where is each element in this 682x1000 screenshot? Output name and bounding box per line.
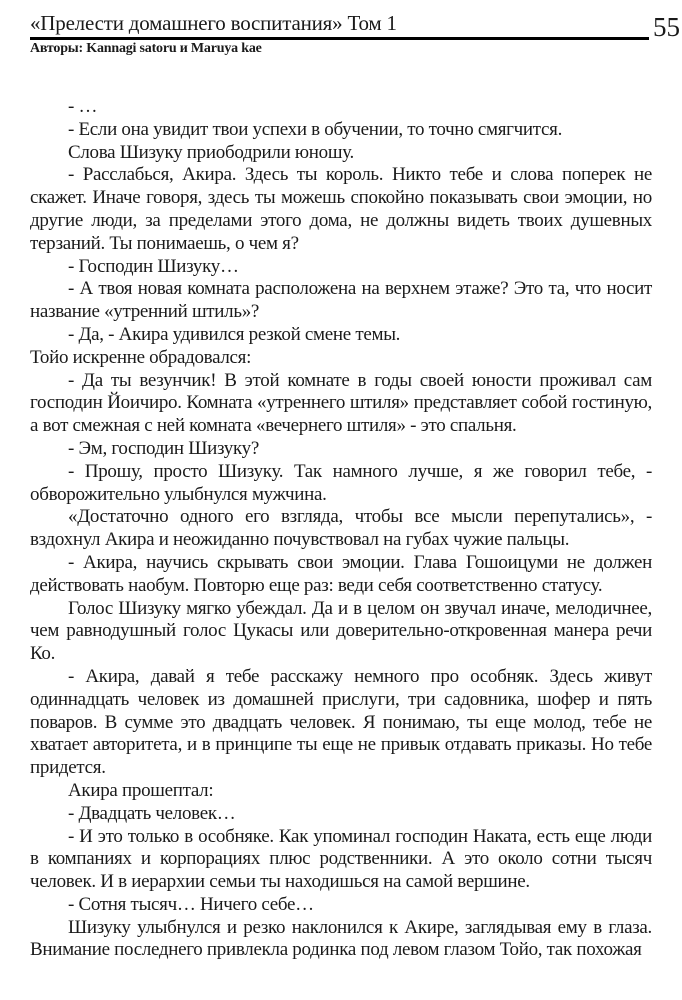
paragraph: - Акира, давай я тебе расскажу немного про особняк. Здесь живут одиннадцать человек из домашней прислуги, три садовника, шофер и пять поваров. В сумме это двадцать человек. Я понимаю, ты еще молод, тебе не хватает авторитета, и в принципе ты еще не привык отдавать приказы. Но тебе придется. xyxy=(30,665,652,779)
paragraph: - Да ты везунчик! В этой комнате в годы своей юности проживал сам господин Йоичиро. Комната «утреннего штиля» представляет собой гостиную, а вот смежная с ней комната «вечернего штиля» - это спальня. xyxy=(30,369,652,437)
paragraph: - Да, - Акира удивился резкой смене темы. xyxy=(68,323,401,345)
page-number: 55 xyxy=(653,12,680,42)
paragraph: - … xyxy=(68,96,98,117)
paragraph: - Эм, господин Шизуку? xyxy=(68,437,259,459)
paragraph: - Господин Шизуку… xyxy=(68,255,239,277)
book-title: «Прелести домашнего воспитания» Том 1 xyxy=(30,11,397,35)
authors-line: Авторы: Kannagi satoru и Maruya kae xyxy=(30,41,262,56)
paragraph: - Двадцать человек… xyxy=(68,802,236,824)
header-rule xyxy=(30,37,649,40)
paragraph: «Достаточно одного его взгляда, чтобы все мысли перепутались», - вздохнул Акира и неожиданно почувствовал на губах чужие пальцы. xyxy=(30,506,652,551)
page-body xyxy=(30,96,652,962)
paragraph: Голос Шизуку мягко убеждал. Да и в целом он звучал иначе, мелодичнее, чем равнодушный голос Цукасы или доверительно-откровенная манера речи Ко. xyxy=(30,597,652,665)
paragraph: Тойо искренне обрадовался: xyxy=(30,346,252,368)
paragraph: Слова Шизуку приободрили юношу. xyxy=(68,141,354,163)
paragraph: - И это только в особняке. Как упоминал господин Наката, есть еще люди в компаниях и корпорациях плюс родственники. А это около сотни тысяч человек. И в иерархии семьи ты находишься на самой вершине. xyxy=(30,825,652,893)
paragraph: Шизуку улыбнулся и резко наклонился к Акире, заглядывая ему в глаза. Внимание последнего привлекла родинка под левом глазом Тойо, так похожая xyxy=(30,916,652,961)
paragraph: - Если она увидит твои успехи в обучении, то точно смягчится. xyxy=(68,118,563,140)
paragraph: - Прошу, просто Шизуку. Так намного лучше, я же говорил тебе, - обворожительно улыбнулся мужчина. xyxy=(30,460,652,505)
paragraph: - А твоя новая комната расположена на верхнем этаже? Это та, что носит название «утренний штиль»? xyxy=(30,278,652,323)
paragraph: Акира прошептал: xyxy=(68,779,214,801)
paragraph: - Акира, научись скрывать свои эмоции. Глава Гошоицуми не должен действовать наобум. Повторю еще раз: веди себя соответственно статусу. xyxy=(30,551,652,596)
paragraph: - Сотня тысяч… Ничего себе… xyxy=(68,893,314,915)
paragraph: - Расслабься, Акира. Здесь ты король. Никто тебе и слова поперек не скажет. Иначе говоря, здесь ты можешь спокойно показывать свои эмоции, но другие люди, за пределами этого дома, не должны видеть твоих душевных терзаний. Ты понимаешь, о чем я? xyxy=(30,164,652,254)
